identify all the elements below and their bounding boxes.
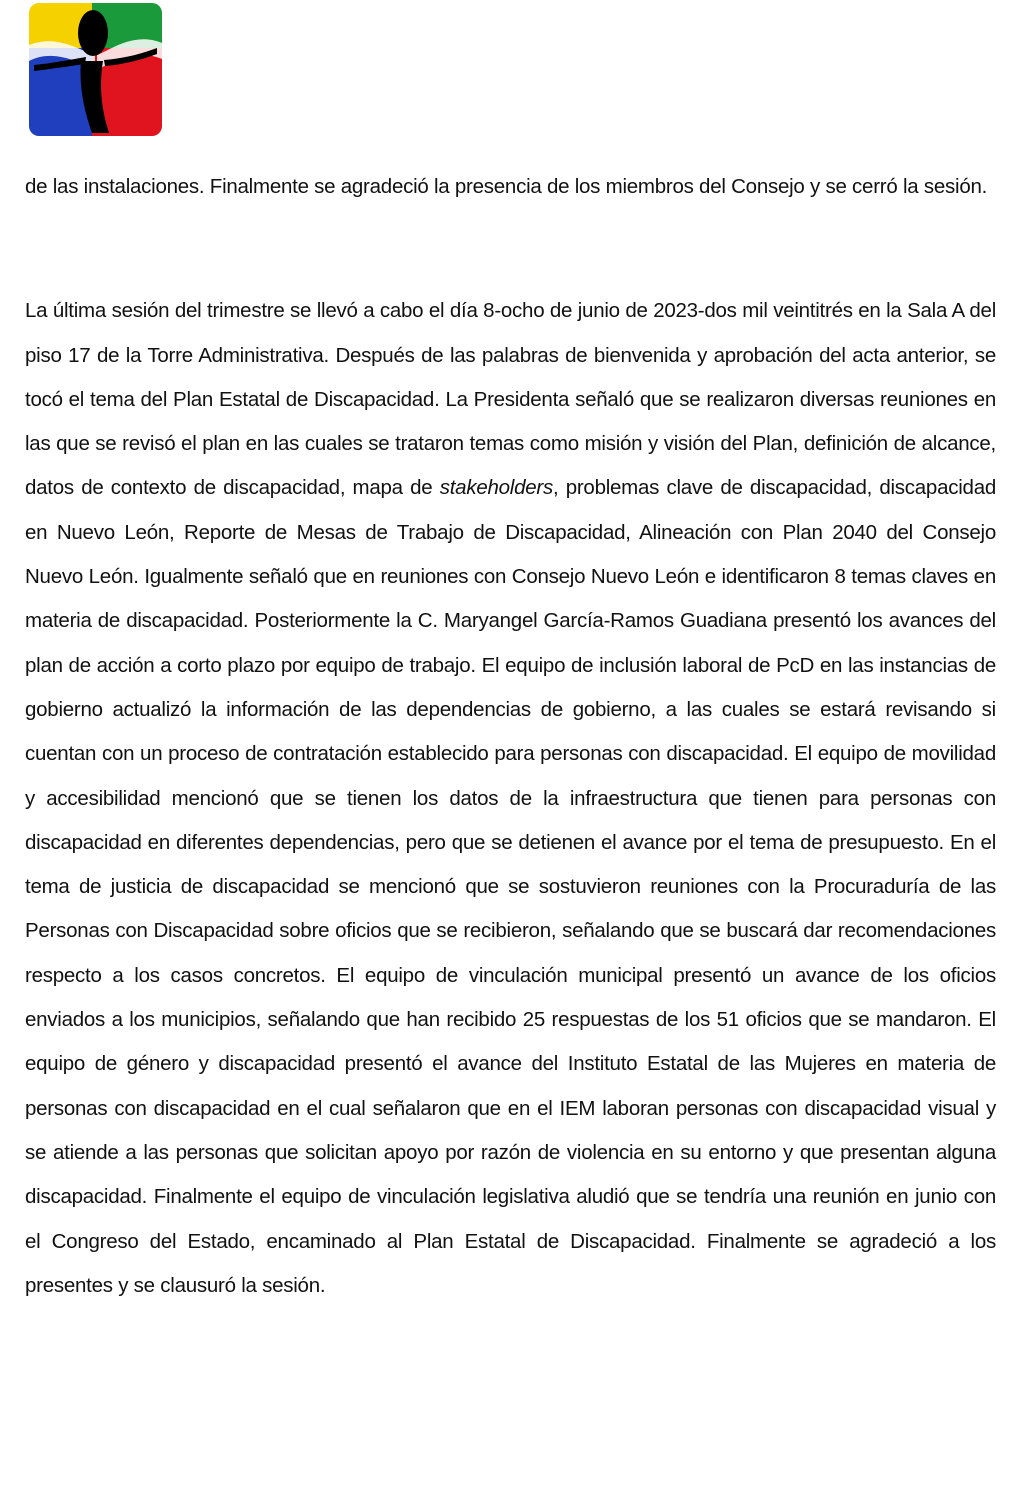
paragraph-text: , problemas clave de discapacidad, discapacidad en Nuevo León, Reporte de Mesas de Trabajo de Discapacidad, Alineación con Plan 2040 del Consejo Nuevo León. Igualmente señaló que en reuniones con Consejo Nuevo León e identificaron 8 temas claves en materia de discapacidad. Posteriormente la C. Maryangel García-Ramos Guadiana presentó los avances del plan de acción a corto plazo por equipo de trabajo. El equipo de inclusión laboral de PcD en las instancias de gobierno actualizó la información de las dependencias de gobierno, a las cuales se estará revisando si cuentan con un proceso de contratación establecido para personas con discapacidad. El equipo de movilidad y accesibilidad mencionó que se tienen los datos de la infraestructura que tienen para personas con discapacidad en diferentes dependencias, pero que se detienen el avance por el tema de presupuesto. En el tema de justicia de discapacidad se mencionó que se sostuvieron reuniones con la Procuraduría de las Personas con Discapacidad sobre oficios que se recibieron, señalando que se buscará dar recomendaciones respecto a los casos concretos. El equipo de vinculación municipal presentó un avance de los oficios enviados a los municipios, señalando que han recibido 25 respuestas de los 51 oficios que se mandaron. El equipo de género y discapacidad presentó el avance del Instituto Estatal de las Mujeres en materia de personas con discapacidad en el cual señalaron que en el IEM laboran personas con discapacidad visual y se atiende a las personas que solicitan apoyo por razón de violencia en su entorno y que presentan alguna discapacidad. Finalmente el equipo de vinculación legislativa aludió que se tendría una reunión en junio con el Congreso del Estado, encaminado al Plan Estatal de Discapacidad. Finalmente se agradeció a los presentes y se clausuró la sesión.: [25, 476, 996, 1297]
paragraph-text: La última sesión del trimestre se llevó a cabo el día 8-ocho de junio de 2023-dos mil veintitrés en la Sala A del piso 17 de la Torre Administrativa. Después de las palabras de bienvenida y aprobación del acta anterior, se tocó el tema del Plan Estatal de Discapacidad. La Presidenta señaló que se realizaron diversas reuniones en las que se revisó el plan en las cuales se trataron temas como misión y visión del Plan, definición de alcance, datos de contexto de discapacidad, mapa de: [25, 299, 996, 500]
paragraph-closing-previous-session: de las instalaciones. Finalmente se agradeció la presencia de los miembros del Consejo y se cerró la sesión.: [25, 175, 988, 198]
paragraph-last-session-report: [25, 289, 996, 1308]
disability-council-logo-icon: [29, 3, 162, 136]
document-body: [25, 165, 996, 1308]
emphasis-term: stakeholders: [439, 476, 553, 500]
